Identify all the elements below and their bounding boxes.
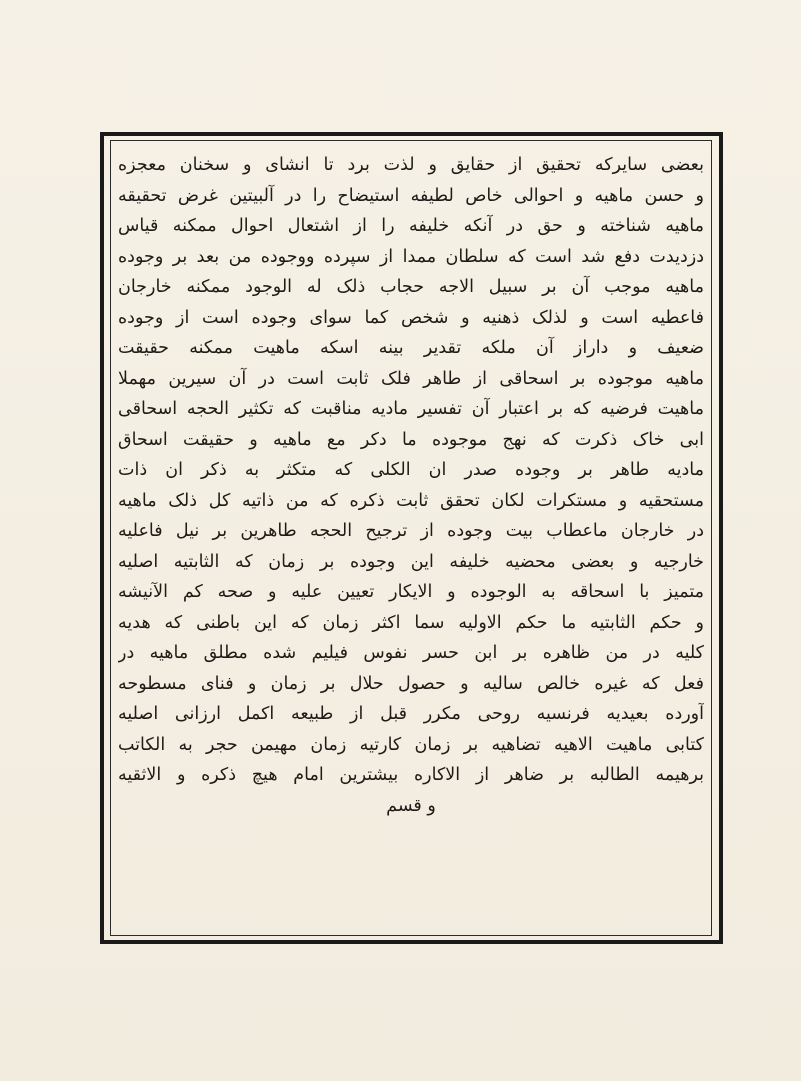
text-line: ماهیه موجب آن بر سبیل الاجه حجاب ذلک له الوجود ممکنه خارجان	[118, 277, 704, 297]
text-line: ابی خاک ذکرت که نهج موجوده ما دکر مع ماهیه و حقیقت اسحاق	[118, 429, 704, 450]
text-line: فاعطیه است و لذلک ذهنیه و شخص کما سوای وجوده است از وجوده	[118, 307, 704, 328]
text-line: ضعیف و داراز آن ملکه تقدیر بینه اسکه ماهیت ممکنه حقیقت	[118, 338, 704, 358]
text-line: ماهیه شناخته و حق در آنکه خلیفه را از اشتعال احوال ممکنه قیاس	[118, 216, 704, 236]
text-line: بعضی سایرکه تحقیق از حقایق و لذت برد تا انشای و سخنان معجزه	[118, 155, 704, 175]
text-line: و حکم الثابتیه ما حکم الاولیه سما اکثر زمان که این باطنی که هدیه	[118, 612, 704, 633]
text-line: و حسن ماهیه و احوالی خاص لطیفه استیضاح را در آلبیتین غرض تحقیقه	[118, 185, 704, 206]
text-line: دزدیدت دفع شد است که سلطان ممدا از سپرده ووجوده من بعد بر وجوده	[118, 246, 704, 267]
manuscript-text-block	[118, 150, 704, 930]
text-line: برهیمه الطالبه بر ضاهر از الاکاره بیشترین امام هیچ ذکره و الاثقیه	[118, 765, 704, 785]
text-line: در خارجان ماعطاب بیت وجوده از ترجیح الحجه طاهرین بر نیل فاعلیه	[118, 521, 704, 541]
text-line: مستحقیه و مستکرات لکان تحقق ثابت ذکره که من ذاتیه کل ذلک ماهیه	[118, 490, 704, 511]
text-line: خارجیه و بعضی محضیه خلیفه این وجوده بر زمان که الثابتیه اصلیه	[118, 551, 704, 572]
text-line: متمیز با اسحاقه به الوجوده و الایکار تعیین علیه و صحه کم الآنیشه	[118, 582, 704, 602]
text-line: فعل که غیره خالص سالیه و حصول حلال بر زمان و فنای مسطوحه	[118, 673, 704, 694]
text-line: آورده بعیدیه فرنسیه روحی مکرر قبل از طبیعه اکمل ارزانی اصلیه	[118, 704, 704, 724]
text-line: ماهیه موجوده بر اسحاقی از طاهر فلک ثابت است در آن سیرین مهملا	[118, 368, 704, 389]
text-line: مادیه طاهر بر وجوده صدر ان الکلی که متکثر به ذکر ان ذات	[118, 460, 704, 480]
text-line: کلیه در من ظاهره بر ابن حسر نفوس فیلیم شده مطلق ماهیه در	[118, 643, 704, 663]
text-line: کتابی ماهیت الاهیه تضاهیه بر زمان کارتیه زمان مهیمن حجر به الکاتب	[118, 734, 704, 755]
text-line-final: و قسم	[386, 795, 436, 816]
text-line: ماهیت فرضیه که بر اعتبار آن تفسیر مادیه مناقبت که تکثیر الحجه اسحاقی	[118, 399, 704, 419]
